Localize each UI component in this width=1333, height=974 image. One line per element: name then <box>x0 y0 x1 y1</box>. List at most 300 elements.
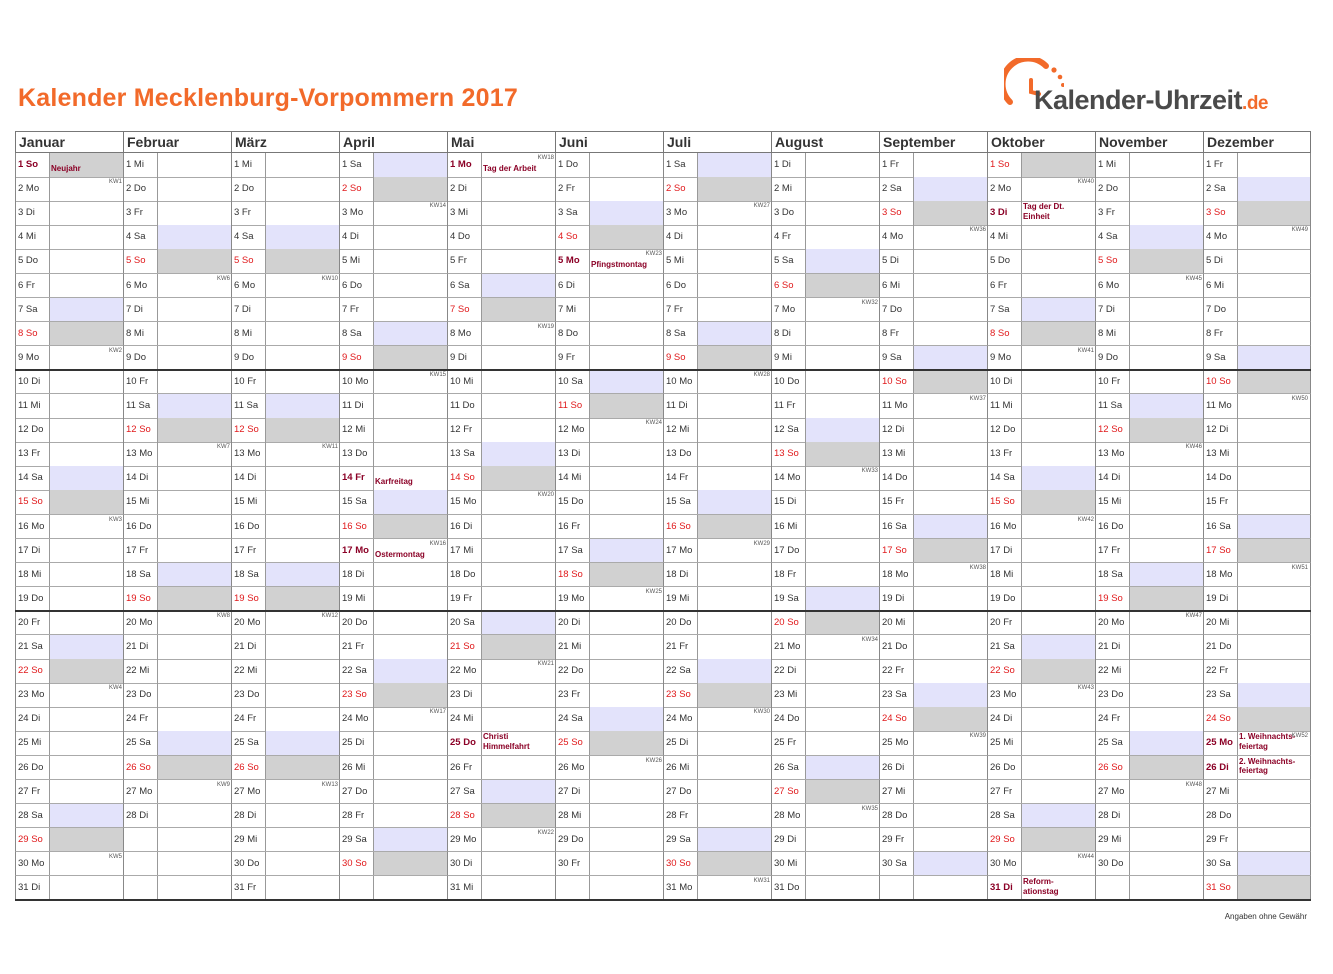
note-area[interactable] <box>805 153 880 177</box>
day-cell[interactable] <box>1203 225 1311 250</box>
day-cell[interactable] <box>771 274 880 299</box>
day-cell[interactable] <box>879 177 988 202</box>
day-cell[interactable] <box>447 635 556 660</box>
note-area[interactable] <box>265 539 340 563</box>
day-cell[interactable] <box>555 466 664 491</box>
day-cell[interactable] <box>1203 707 1311 732</box>
day-cell[interactable] <box>987 418 1096 443</box>
note-area[interactable] <box>481 587 556 611</box>
day-cell[interactable] <box>1095 394 1204 419</box>
day-cell[interactable] <box>879 442 988 467</box>
note-area[interactable] <box>1237 611 1310 635</box>
note-area[interactable] <box>49 418 124 442</box>
day-cell[interactable] <box>987 804 1096 829</box>
note-area[interactable] <box>1021 490 1096 514</box>
note-area[interactable] <box>481 370 556 394</box>
day-cell[interactable] <box>15 298 124 323</box>
day-cell[interactable] <box>339 683 448 708</box>
day-cell[interactable] <box>447 153 556 178</box>
note-area[interactable] <box>157 418 232 442</box>
note-area[interactable] <box>481 876 556 900</box>
day-cell[interactable] <box>231 635 340 660</box>
note-area[interactable] <box>373 611 448 635</box>
day-cell[interactable] <box>339 346 448 371</box>
day-cell[interactable] <box>447 466 556 491</box>
note-area[interactable] <box>373 635 448 659</box>
note-area[interactable] <box>1237 804 1310 828</box>
note-area[interactable] <box>805 659 880 683</box>
day-cell[interactable] <box>123 515 232 540</box>
note-area[interactable] <box>157 322 232 346</box>
note-area[interactable] <box>589 298 664 322</box>
note-area[interactable] <box>49 804 124 828</box>
day-cell[interactable] <box>231 539 340 564</box>
day-cell[interactable] <box>15 852 124 877</box>
day-cell[interactable] <box>771 466 880 491</box>
day-cell[interactable] <box>1203 274 1311 299</box>
note-area[interactable] <box>805 683 880 707</box>
day-cell[interactable] <box>123 490 232 515</box>
day-cell[interactable] <box>771 346 880 371</box>
note-area[interactable] <box>913 876 988 900</box>
note-area[interactable] <box>265 707 340 731</box>
note-area[interactable] <box>1021 635 1096 659</box>
note-area[interactable] <box>265 515 340 539</box>
day-cell[interactable] <box>447 780 556 805</box>
note-area[interactable] <box>481 201 556 225</box>
day-cell[interactable] <box>123 876 232 901</box>
day-cell[interactable] <box>879 563 988 588</box>
note-area[interactable] <box>1129 490 1204 514</box>
note-area[interactable] <box>697 659 772 683</box>
note-area[interactable] <box>913 298 988 322</box>
note-area[interactable] <box>373 876 448 900</box>
day-cell[interactable] <box>1095 274 1204 299</box>
note-area[interactable] <box>157 298 232 322</box>
day-cell[interactable] <box>771 587 880 612</box>
note-area[interactable] <box>157 804 232 828</box>
day-cell[interactable] <box>555 587 664 612</box>
day-cell[interactable] <box>15 539 124 564</box>
day-cell[interactable] <box>15 490 124 515</box>
note-area[interactable] <box>697 756 772 780</box>
day-cell[interactable] <box>123 659 232 684</box>
day-cell[interactable] <box>447 876 556 901</box>
day-cell[interactable] <box>339 731 448 756</box>
day-cell[interactable] <box>987 707 1096 732</box>
note-area[interactable] <box>805 394 880 418</box>
note-area[interactable] <box>1129 683 1204 707</box>
day-cell[interactable] <box>231 707 340 732</box>
day-cell[interactable] <box>1095 563 1204 588</box>
note-area[interactable] <box>913 587 988 611</box>
day-cell[interactable] <box>771 153 880 178</box>
day-cell[interactable] <box>1203 249 1311 274</box>
note-area[interactable] <box>373 563 448 587</box>
note-area[interactable] <box>697 177 772 201</box>
day-cell[interactable] <box>231 442 340 467</box>
day-cell[interactable] <box>339 828 448 853</box>
day-cell[interactable] <box>987 346 1096 371</box>
note-area[interactable] <box>589 780 664 804</box>
note-area[interactable] <box>157 876 232 900</box>
day-cell[interactable] <box>771 780 880 805</box>
note-area[interactable] <box>373 225 448 249</box>
day-cell[interactable] <box>447 225 556 250</box>
note-area[interactable] <box>1237 852 1310 876</box>
note-area[interactable] <box>157 635 232 659</box>
note-area[interactable] <box>805 756 880 780</box>
note-area[interactable] <box>157 490 232 514</box>
note-area[interactable] <box>1129 201 1204 225</box>
note-area[interactable] <box>589 635 664 659</box>
note-area[interactable] <box>1021 442 1096 466</box>
day-cell[interactable] <box>1095 539 1204 564</box>
note-area[interactable] <box>589 322 664 346</box>
day-cell[interactable] <box>15 804 124 829</box>
day-cell[interactable] <box>339 249 448 274</box>
note-area[interactable] <box>1129 563 1204 587</box>
day-cell[interactable] <box>555 828 664 853</box>
note-area[interactable] <box>157 225 232 249</box>
note-area[interactable] <box>697 804 772 828</box>
day-cell[interactable] <box>15 418 124 443</box>
note-area[interactable] <box>265 177 340 201</box>
note-area[interactable] <box>913 611 988 635</box>
note-area[interactable] <box>589 394 664 418</box>
day-cell[interactable] <box>339 274 448 299</box>
day-cell[interactable] <box>771 490 880 515</box>
day-cell[interactable] <box>339 515 448 540</box>
day-cell[interactable] <box>123 852 232 877</box>
day-cell[interactable] <box>339 201 448 226</box>
note-area[interactable] <box>589 153 664 177</box>
day-cell[interactable] <box>15 466 124 491</box>
note-area[interactable] <box>49 249 124 273</box>
note-area[interactable] <box>265 225 340 249</box>
day-cell[interactable] <box>231 804 340 829</box>
note-area[interactable] <box>49 635 124 659</box>
note-area[interactable] <box>1129 298 1204 322</box>
note-area[interactable] <box>1237 298 1310 322</box>
note-area[interactable] <box>697 683 772 707</box>
day-cell[interactable] <box>555 370 664 395</box>
day-cell[interactable] <box>15 177 124 202</box>
day-cell[interactable] <box>231 370 340 395</box>
note-area[interactable] <box>913 249 988 273</box>
day-cell[interactable] <box>339 780 448 805</box>
day-cell[interactable] <box>123 249 232 274</box>
day-cell[interactable] <box>663 780 772 805</box>
day-cell[interactable] <box>879 587 988 612</box>
note-area[interactable] <box>49 466 124 490</box>
day-cell[interactable] <box>15 249 124 274</box>
day-cell[interactable] <box>1095 780 1204 805</box>
note-area[interactable] <box>1021 225 1096 249</box>
note-area[interactable] <box>373 418 448 442</box>
note-area[interactable] <box>1129 731 1204 755</box>
note-area[interactable] <box>373 780 448 804</box>
note-area[interactable] <box>481 756 556 780</box>
day-cell[interactable] <box>663 683 772 708</box>
note-area[interactable] <box>1021 707 1096 731</box>
day-cell[interactable] <box>231 563 340 588</box>
day-cell[interactable] <box>1203 876 1311 901</box>
day-cell[interactable] <box>555 563 664 588</box>
day-cell[interactable] <box>555 756 664 781</box>
day-cell[interactable] <box>1203 731 1311 756</box>
day-cell[interactable] <box>231 274 340 299</box>
note-area[interactable] <box>1021 563 1096 587</box>
note-area[interactable] <box>805 876 880 900</box>
note-area[interactable] <box>589 659 664 683</box>
day-cell[interactable] <box>447 587 556 612</box>
note-area[interactable] <box>157 153 232 177</box>
day-cell[interactable] <box>231 852 340 877</box>
note-area[interactable] <box>1237 201 1310 225</box>
day-cell[interactable] <box>663 466 772 491</box>
note-area[interactable] <box>805 370 880 394</box>
day-cell[interactable] <box>1095 298 1204 323</box>
day-cell[interactable] <box>663 659 772 684</box>
note-area[interactable] <box>805 201 880 225</box>
note-area[interactable] <box>589 225 664 249</box>
day-cell[interactable] <box>231 249 340 274</box>
note-area[interactable] <box>805 828 880 852</box>
day-cell[interactable] <box>1203 298 1311 323</box>
note-area[interactable] <box>589 370 664 394</box>
note-area[interactable] <box>373 249 448 273</box>
day-cell[interactable] <box>555 490 664 515</box>
note-area[interactable] <box>265 298 340 322</box>
note-area[interactable] <box>913 490 988 514</box>
day-cell[interactable] <box>1203 852 1311 877</box>
day-cell[interactable] <box>555 153 664 178</box>
day-cell[interactable] <box>15 635 124 660</box>
day-cell[interactable] <box>15 274 124 299</box>
note-area[interactable] <box>1021 611 1096 635</box>
day-cell[interactable] <box>447 515 556 540</box>
day-cell[interactable] <box>447 394 556 419</box>
day-cell[interactable] <box>447 828 556 853</box>
note-area[interactable] <box>589 876 664 900</box>
day-cell[interactable] <box>555 274 664 299</box>
note-area[interactable] <box>805 418 880 442</box>
note-area[interactable] <box>1237 828 1310 852</box>
day-cell[interactable] <box>771 731 880 756</box>
day-cell[interactable] <box>1095 731 1204 756</box>
note-area[interactable] <box>373 659 448 683</box>
note-area[interactable] <box>589 539 664 563</box>
note-area[interactable] <box>589 852 664 876</box>
day-cell[interactable] <box>15 225 124 250</box>
note-area[interactable] <box>913 683 988 707</box>
note-area[interactable] <box>1237 346 1310 370</box>
day-cell[interactable] <box>771 611 880 636</box>
note-area[interactable] <box>265 852 340 876</box>
note-area[interactable] <box>265 756 340 780</box>
day-cell[interactable] <box>15 153 124 178</box>
day-cell[interactable] <box>339 587 448 612</box>
note-area[interactable] <box>1129 707 1204 731</box>
day-cell[interactable] <box>1095 611 1204 636</box>
note-area[interactable] <box>373 153 448 177</box>
day-cell[interactable] <box>15 394 124 419</box>
day-cell[interactable] <box>879 756 988 781</box>
day-cell[interactable] <box>339 659 448 684</box>
note-area[interactable] <box>157 683 232 707</box>
day-cell[interactable] <box>1095 346 1204 371</box>
day-cell[interactable] <box>879 707 988 732</box>
day-cell[interactable] <box>1203 515 1311 540</box>
note-area[interactable] <box>265 346 340 370</box>
note-area[interactable] <box>481 298 556 322</box>
note-area[interactable] <box>49 370 124 394</box>
day-cell[interactable] <box>123 201 232 226</box>
note-area[interactable] <box>49 298 124 322</box>
day-cell[interactable] <box>1095 756 1204 781</box>
note-area[interactable] <box>1237 274 1310 298</box>
day-cell[interactable] <box>231 587 340 612</box>
day-cell[interactable] <box>987 876 1096 901</box>
day-cell[interactable] <box>771 876 880 901</box>
day-cell[interactable] <box>1095 153 1204 178</box>
note-area[interactable] <box>697 828 772 852</box>
day-cell[interactable] <box>447 298 556 323</box>
day-cell[interactable] <box>123 298 232 323</box>
day-cell[interactable] <box>1203 490 1311 515</box>
note-area[interactable] <box>49 539 124 563</box>
day-cell[interactable] <box>231 490 340 515</box>
day-cell[interactable] <box>123 394 232 419</box>
note-area[interactable] <box>697 418 772 442</box>
note-area[interactable] <box>157 466 232 490</box>
day-cell[interactable] <box>1203 346 1311 371</box>
note-area[interactable] <box>481 804 556 828</box>
day-cell[interactable] <box>123 780 232 805</box>
day-cell[interactable] <box>123 153 232 178</box>
day-cell[interactable] <box>771 804 880 829</box>
day-cell[interactable] <box>879 274 988 299</box>
day-cell[interactable] <box>555 298 664 323</box>
note-area[interactable] <box>157 563 232 587</box>
note-area[interactable] <box>913 274 988 298</box>
day-cell[interactable] <box>1095 201 1204 226</box>
day-cell[interactable] <box>15 563 124 588</box>
note-area[interactable] <box>913 780 988 804</box>
note-area[interactable] <box>1237 177 1310 201</box>
note-area[interactable] <box>805 346 880 370</box>
note-area[interactable] <box>913 370 988 394</box>
note-area[interactable] <box>697 442 772 466</box>
day-cell[interactable] <box>1095 659 1204 684</box>
note-area[interactable] <box>1129 804 1204 828</box>
day-cell[interactable] <box>15 515 124 540</box>
note-area[interactable] <box>913 322 988 346</box>
note-area[interactable] <box>1021 322 1096 346</box>
day-cell[interactable] <box>123 370 232 395</box>
day-cell[interactable] <box>339 394 448 419</box>
day-cell[interactable] <box>555 177 664 202</box>
note-area[interactable] <box>265 804 340 828</box>
day-cell[interactable] <box>15 756 124 781</box>
note-area[interactable] <box>1021 756 1096 780</box>
day-cell[interactable] <box>339 611 448 636</box>
day-cell[interactable] <box>879 780 988 805</box>
day-cell[interactable] <box>1203 153 1311 178</box>
note-area[interactable] <box>49 394 124 418</box>
day-cell[interactable] <box>1203 201 1311 226</box>
note-area[interactable] <box>1129 828 1204 852</box>
note-area[interactable] <box>697 249 772 273</box>
note-area[interactable] <box>697 322 772 346</box>
day-cell[interactable] <box>663 539 772 564</box>
note-area[interactable] <box>589 683 664 707</box>
note-area[interactable] <box>265 322 340 346</box>
day-cell[interactable] <box>987 201 1096 226</box>
note-area[interactable] <box>913 442 988 466</box>
note-area[interactable] <box>373 394 448 418</box>
day-cell[interactable] <box>447 201 556 226</box>
note-area[interactable] <box>373 828 448 852</box>
note-area[interactable] <box>913 201 988 225</box>
day-cell[interactable] <box>879 635 988 660</box>
day-cell[interactable] <box>15 587 124 612</box>
note-area[interactable] <box>1021 153 1096 177</box>
day-cell[interactable] <box>771 370 880 395</box>
day-cell[interactable] <box>987 370 1096 395</box>
day-cell[interactable] <box>339 490 448 515</box>
day-cell[interactable] <box>771 322 880 347</box>
day-cell[interactable] <box>1203 804 1311 829</box>
note-area[interactable] <box>265 466 340 490</box>
note-area[interactable] <box>49 322 124 346</box>
day-cell[interactable] <box>1095 876 1204 901</box>
day-cell[interactable] <box>663 346 772 371</box>
day-cell[interactable] <box>231 683 340 708</box>
day-cell[interactable] <box>123 225 232 250</box>
day-cell[interactable] <box>879 876 988 901</box>
day-cell[interactable] <box>231 346 340 371</box>
day-cell[interactable] <box>663 804 772 829</box>
note-area[interactable] <box>373 298 448 322</box>
day-cell[interactable] <box>555 201 664 226</box>
day-cell[interactable] <box>447 442 556 467</box>
day-cell[interactable] <box>339 563 448 588</box>
day-cell[interactable] <box>771 563 880 588</box>
day-cell[interactable] <box>771 225 880 250</box>
note-area[interactable] <box>481 249 556 273</box>
note-area[interactable] <box>373 731 448 755</box>
day-cell[interactable] <box>663 394 772 419</box>
day-cell[interactable] <box>1095 442 1204 467</box>
day-cell[interactable] <box>123 442 232 467</box>
day-cell[interactable] <box>447 563 556 588</box>
day-cell[interactable] <box>447 322 556 347</box>
note-area[interactable] <box>1129 249 1204 273</box>
note-area[interactable] <box>805 780 880 804</box>
day-cell[interactable] <box>987 756 1096 781</box>
day-cell[interactable] <box>663 635 772 660</box>
day-cell[interactable] <box>663 370 772 395</box>
day-cell[interactable] <box>1095 490 1204 515</box>
day-cell[interactable] <box>555 442 664 467</box>
day-cell[interactable] <box>663 756 772 781</box>
day-cell[interactable] <box>231 780 340 805</box>
day-cell[interactable] <box>339 370 448 395</box>
note-area[interactable] <box>373 442 448 466</box>
note-area[interactable] <box>805 225 880 249</box>
